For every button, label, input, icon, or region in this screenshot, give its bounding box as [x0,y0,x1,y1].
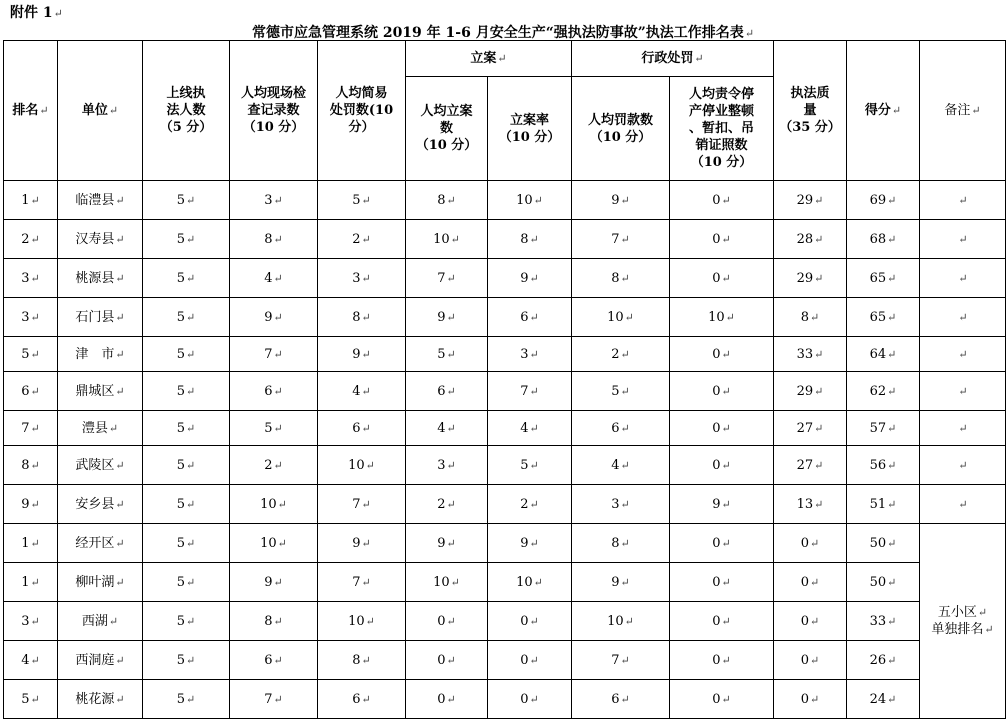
cell-site: 3↵ [230,181,318,220]
cell-rank: 6↵ [4,372,58,411]
cell-fines: 10↵ [572,298,670,337]
header-rank: 排名↵ [4,41,58,181]
cell-score: 26↵ [847,641,920,680]
cell-unit: 西湖↵ [58,602,143,641]
cell-rate: 9↵ [488,259,572,298]
header-per-capita-cases: 人均立案 数 （10 分） [406,77,488,181]
cell-quality: 29↵ [774,181,847,220]
attachment-label: 附件 1↵ [10,5,63,21]
cell-cases: 0↵ [406,641,488,680]
cell-rate: 2↵ [488,485,572,524]
table-row [4,372,1006,411]
cell-online: 5↵ [143,563,230,602]
cell-susp: 0↵ [670,259,774,298]
cell-remark: ↵ [920,446,1006,485]
header-admin-penalty: 行政处罚↵ [572,41,774,77]
table-row [4,524,1006,563]
table-row [4,680,1006,719]
cell-quality: 0↵ [774,680,847,719]
cell-fines: 2↵ [572,337,670,372]
cell-site: 6↵ [230,372,318,411]
cell-rate: 3↵ [488,337,572,372]
cell-unit: 石门县↵ [58,298,143,337]
cell-susp: 0↵ [670,446,774,485]
cell-site: 10↵ [230,485,318,524]
cell-unit: 西洞庭↵ [58,641,143,680]
table-row [4,641,1006,680]
cell-rate: 5↵ [488,446,572,485]
cell-score: 57↵ [847,411,920,446]
table-row [4,298,1006,337]
cell-unit: 安乡县↵ [58,485,143,524]
cell-rate: 0↵ [488,641,572,680]
cell-site: 8↵ [230,220,318,259]
cell-fines: 7↵ [572,220,670,259]
cell-quality: 8↵ [774,298,847,337]
cell-unit: 桃花源↵ [58,680,143,719]
cell-rank: 5↵ [4,680,58,719]
cell-unit: 武陵区↵ [58,446,143,485]
cell-remark: ↵ [920,372,1006,411]
cell-score: 68↵ [847,220,920,259]
cell-score: 24↵ [847,680,920,719]
cell-simple: 5↵ [318,181,406,220]
cell-rate: 7↵ [488,372,572,411]
cell-site: 7↵ [230,680,318,719]
cell-unit: 经开区↵ [58,524,143,563]
cell-unit: 临澧县↵ [58,181,143,220]
cell-fines: 4↵ [572,446,670,485]
cell-simple: 7↵ [318,485,406,524]
cell-fines: 8↵ [572,524,670,563]
table-row [4,411,1006,446]
cell-simple: 9↵ [318,524,406,563]
cell-rank: 3↵ [4,259,58,298]
district-remark: 五小区↵ 单独排名↵ [920,524,1006,719]
cell-rate: 10↵ [488,563,572,602]
cell-simple: 8↵ [318,298,406,337]
cell-simple: 10↵ [318,446,406,485]
cell-rate: 10↵ [488,181,572,220]
cell-quality: 0↵ [774,524,847,563]
cell-remark: ↵ [920,298,1006,337]
cell-unit: 汉寿县↵ [58,220,143,259]
cell-unit: 澧县↵ [58,411,143,446]
cell-simple: 6↵ [318,411,406,446]
cell-cases: 5↵ [406,337,488,372]
cell-quality: 29↵ [774,372,847,411]
cell-online: 5↵ [143,298,230,337]
cell-quality: 0↵ [774,563,847,602]
cell-score: 50↵ [847,524,920,563]
cell-cases: 10↵ [406,220,488,259]
cell-online: 5↵ [143,259,230,298]
table-row [4,220,1006,259]
cell-rate: 9↵ [488,524,572,563]
header-site-records: 人均现场检 查记录数 （10 分） [230,41,318,181]
header-per-capita-fines: 人均罚款数 （10 分） [572,77,670,181]
cell-score: 51↵ [847,485,920,524]
page-title: 常德市应急管理系统 2019 年 1-6 月安全生产“强执法防事故”执法工作排名表↵ [251,25,755,41]
cell-susp: 0↵ [670,372,774,411]
cell-score: 64↵ [847,337,920,372]
header-simple-penalties: 人均简易 处罚数(10 分） [318,41,406,181]
cell-rank: 9↵ [4,485,58,524]
header-case-filing: 立案↵ [406,41,572,77]
cell-remark: ↵ [920,181,1006,220]
cell-online: 5↵ [143,411,230,446]
cell-rank: 1↵ [4,524,58,563]
cell-rank: 1↵ [4,181,58,220]
cell-fines: 6↵ [572,411,670,446]
cell-cases: 2↵ [406,485,488,524]
cell-quality: 28↵ [774,220,847,259]
cell-score: 65↵ [847,259,920,298]
header-unit: 单位↵ [58,41,143,181]
cell-online: 5↵ [143,220,230,259]
cell-online: 5↵ [143,181,230,220]
header-remarks: 备注↵ [920,41,1006,181]
cell-simple: 9↵ [318,337,406,372]
cell-score: 62↵ [847,372,920,411]
cell-susp: 10↵ [670,298,774,337]
cell-rank: 7↵ [4,411,58,446]
cell-remark: ↵ [920,485,1006,524]
cell-quality: 13↵ [774,485,847,524]
cell-score: 33↵ [847,602,920,641]
header-enforcement-quality: 执法质 量 （35 分） [774,41,847,181]
header-online-enforcers: 上线执 法人数 （5 分） [143,41,230,181]
cell-susp: 0↵ [670,524,774,563]
cell-simple: 4↵ [318,372,406,411]
cell-cases: 7↵ [406,259,488,298]
table-row [4,563,1006,602]
cell-fines: 8↵ [572,259,670,298]
cell-remark: ↵ [920,220,1006,259]
cell-site: 2↵ [230,446,318,485]
table-row [4,337,1006,372]
cell-unit: 鼎城区↵ [58,372,143,411]
cell-rank: 5↵ [4,337,58,372]
cell-susp: 0↵ [670,411,774,446]
cell-quality: 0↵ [774,641,847,680]
cell-rank: 4↵ [4,641,58,680]
cell-cases: 4↵ [406,411,488,446]
cell-cases: 6↵ [406,372,488,411]
cell-online: 5↵ [143,372,230,411]
table-row [4,181,1006,220]
cell-fines: 9↵ [572,181,670,220]
cell-susp: 0↵ [670,220,774,259]
cell-online: 5↵ [143,602,230,641]
cell-quality: 27↵ [774,446,847,485]
cell-simple: 2↵ [318,220,406,259]
cell-remark: ↵ [920,337,1006,372]
cell-fines: 6↵ [572,680,670,719]
cell-rate: 0↵ [488,680,572,719]
cell-cases: 8↵ [406,181,488,220]
cell-cases: 10↵ [406,563,488,602]
cell-score: 69↵ [847,181,920,220]
cell-simple: 7↵ [318,563,406,602]
cell-simple: 8↵ [318,641,406,680]
cell-fines: 9↵ [572,563,670,602]
table-header [4,41,1006,181]
table-row [4,602,1006,641]
cell-remark: ↵ [920,259,1006,298]
header-suspension-orders: 人均责令停 产停业整顿 、暂扣、吊 销证照数 （10 分） [670,77,774,181]
cell-quality: 0↵ [774,602,847,641]
cell-site: 9↵ [230,563,318,602]
cell-susp: 9↵ [670,485,774,524]
cell-remark: ↵ [920,411,1006,446]
cell-rate: 4↵ [488,411,572,446]
cell-cases: 0↵ [406,602,488,641]
cell-rank: 3↵ [4,602,58,641]
cell-rate: 8↵ [488,220,572,259]
cell-susp: 0↵ [670,641,774,680]
cell-site: 9↵ [230,298,318,337]
cell-rate: 0↵ [488,602,572,641]
cell-online: 5↵ [143,337,230,372]
cell-cases: 9↵ [406,298,488,337]
cell-cases: 3↵ [406,446,488,485]
cell-simple: 6↵ [318,680,406,719]
table-body [4,181,1006,719]
cell-site: 6↵ [230,641,318,680]
cell-cases: 0↵ [406,680,488,719]
cell-susp: 0↵ [670,337,774,372]
cell-rank: 3↵ [4,298,58,337]
cell-fines: 7↵ [572,641,670,680]
cell-unit: 桃源县↵ [58,259,143,298]
table-row [4,259,1006,298]
cell-online: 5↵ [143,680,230,719]
cell-simple: 10↵ [318,602,406,641]
cell-site: 4↵ [230,259,318,298]
table-row [4,485,1006,524]
cell-quality: 27↵ [774,411,847,446]
header-score: 得分↵ [847,41,920,181]
cell-online: 5↵ [143,446,230,485]
cell-score: 56↵ [847,446,920,485]
cell-fines: 3↵ [572,485,670,524]
cell-simple: 3↵ [318,259,406,298]
cell-susp: 0↵ [670,602,774,641]
cell-score: 65↵ [847,298,920,337]
cell-fines: 5↵ [572,372,670,411]
cell-unit: 津 市↵ [58,337,143,372]
cell-online: 5↵ [143,641,230,680]
cell-rate: 6↵ [488,298,572,337]
cell-cases: 9↵ [406,524,488,563]
cell-susp: 0↵ [670,680,774,719]
cell-site: 8↵ [230,602,318,641]
cell-unit: 柳叶湖↵ [58,563,143,602]
cell-online: 5↵ [143,485,230,524]
cell-site: 10↵ [230,524,318,563]
cell-rank: 2↵ [4,220,58,259]
cell-quality: 29↵ [774,259,847,298]
ranking-table [3,40,1006,719]
cell-quality: 33↵ [774,337,847,372]
header-filing-rate: 立案率 （10 分） [488,77,572,181]
cell-susp: 0↵ [670,181,774,220]
cell-susp: 0↵ [670,563,774,602]
cell-online: 5↵ [143,524,230,563]
cell-site: 7↵ [230,337,318,372]
cell-fines: 10↵ [572,602,670,641]
cell-site: 5↵ [230,411,318,446]
cell-rank: 8↵ [4,446,58,485]
table-row [4,446,1006,485]
cell-score: 50↵ [847,563,920,602]
cell-rank: 1↵ [4,563,58,602]
